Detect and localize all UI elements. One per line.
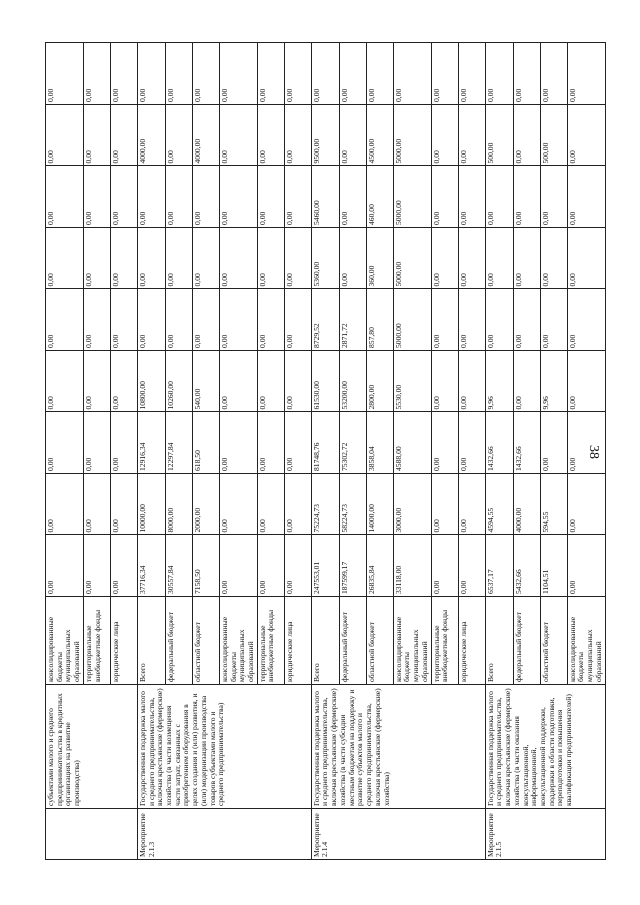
amount-cell: 0,00 bbox=[219, 105, 257, 167]
amount-cell: 360,00 bbox=[366, 228, 393, 290]
amount-cell: 0,00 bbox=[165, 166, 192, 228]
amount-cell: 0,00 bbox=[192, 166, 219, 228]
amount-cell: 37716,34 bbox=[137, 535, 165, 597]
amount-cell: 9500,00 bbox=[311, 105, 339, 167]
amount-cell: 0,00 bbox=[46, 105, 84, 167]
amount-cell: 10260,00 bbox=[165, 351, 192, 413]
amount-cell: 9,96 bbox=[540, 351, 567, 413]
amount-cell: 0,00 bbox=[46, 289, 84, 351]
amount-cell: 594,55 bbox=[540, 474, 567, 536]
funding-source-cell: консолидированные бюджеты муниципальных образований bbox=[393, 597, 431, 685]
amount-cell: 0,00 bbox=[137, 166, 165, 228]
amount-cell: 0,00 bbox=[458, 289, 485, 351]
amount-cell: 0,00 bbox=[192, 289, 219, 351]
amount-cell: 0,00 bbox=[219, 228, 257, 290]
event-cell: Мероприятие 2.1.4 bbox=[311, 809, 485, 860]
amount-cell: 0,00 bbox=[431, 289, 458, 351]
amount-cell: 0,00 bbox=[46, 412, 84, 474]
amount-cell: 0,00 bbox=[458, 351, 485, 413]
amount-cell: 0,00 bbox=[567, 43, 605, 105]
amount-cell: 0,00 bbox=[284, 412, 311, 474]
amount-cell: 0,00 bbox=[431, 474, 458, 536]
amount-cell: 0,00 bbox=[257, 474, 284, 536]
amount-cell: 0,00 bbox=[284, 474, 311, 536]
amount-cell: 0,00 bbox=[83, 166, 110, 228]
amount-cell: 0,00 bbox=[137, 228, 165, 290]
description-cell: Государственная поддержка малого и среднего предпринимательства, включая крестьянские (фермерские) хозяйства (в части оказания консультационной, информационной, консультационной поддержки, поддержки в области подготовки, переподготовки и повышения квалификации предпринимателей) bbox=[485, 685, 605, 809]
amount-cell: 5000,00 bbox=[393, 105, 431, 167]
amount-cell: 4500,00 bbox=[366, 105, 393, 167]
amount-cell: 0,00 bbox=[284, 351, 311, 413]
amount-cell: 0,00 bbox=[431, 43, 458, 105]
amount-cell: 0,00 bbox=[339, 228, 366, 290]
amount-cell: 0,00 bbox=[219, 166, 257, 228]
amount-cell: 0,00 bbox=[192, 43, 219, 105]
table-row bbox=[137, 43, 165, 860]
amount-cell: 618,50 bbox=[192, 412, 219, 474]
amount-cell: 0,00 bbox=[458, 474, 485, 536]
amount-cell: 0,00 bbox=[110, 289, 137, 351]
event-cell bbox=[46, 809, 138, 860]
event-cell: Мероприятие 2.1.3 bbox=[137, 809, 311, 860]
amount-cell: 0,00 bbox=[284, 535, 311, 597]
amount-cell: 5000,00 bbox=[393, 289, 431, 351]
amount-cell: 0,00 bbox=[219, 412, 257, 474]
amount-cell: 247553,01 bbox=[311, 535, 339, 597]
amount-cell: 0,00 bbox=[567, 535, 605, 597]
amount-cell: 0,00 bbox=[567, 105, 605, 167]
amount-cell: 0,00 bbox=[257, 412, 284, 474]
amount-cell: 0,00 bbox=[431, 535, 458, 597]
amount-cell: 540,00 bbox=[192, 351, 219, 413]
amount-cell: 12916,34 bbox=[137, 412, 165, 474]
amount-cell: 187599,17 bbox=[339, 535, 366, 597]
funding-source-cell: юридические лица bbox=[284, 597, 311, 685]
amount-cell: 0,00 bbox=[431, 228, 458, 290]
amount-cell: 0,00 bbox=[46, 474, 84, 536]
amount-cell: 0,00 bbox=[567, 228, 605, 290]
amount-cell: 4594,55 bbox=[485, 474, 513, 536]
amount-cell: 0,00 bbox=[110, 105, 137, 167]
amount-cell: 0,00 bbox=[165, 43, 192, 105]
funding-source-cell: Всего bbox=[137, 597, 165, 685]
amount-cell: 0,00 bbox=[83, 228, 110, 290]
amount-cell: 0,00 bbox=[257, 105, 284, 167]
amount-cell: 0,00 bbox=[110, 228, 137, 290]
amount-cell: 0,00 bbox=[485, 166, 513, 228]
amount-cell: 0,00 bbox=[219, 289, 257, 351]
amount-cell: 0,00 bbox=[165, 228, 192, 290]
funding-source-cell: консолидированные бюджеты муниципальных образований bbox=[567, 597, 605, 685]
funding-source-cell: территориальные внебюджетные фонды bbox=[83, 597, 110, 685]
amount-cell: 0,00 bbox=[110, 351, 137, 413]
table-row bbox=[311, 43, 339, 860]
amount-cell: 0,00 bbox=[513, 43, 540, 105]
amount-cell: 0,00 bbox=[366, 43, 393, 105]
amount-cell: 0,00 bbox=[485, 228, 513, 290]
amount-cell: 0,00 bbox=[284, 166, 311, 228]
amount-cell: 0,00 bbox=[165, 289, 192, 351]
amount-cell: 0,00 bbox=[83, 105, 110, 167]
funding-source-cell: областной бюджет bbox=[192, 597, 219, 685]
table-row bbox=[46, 43, 84, 860]
amount-cell: 0,00 bbox=[46, 43, 84, 105]
amount-cell: 0,00 bbox=[339, 43, 366, 105]
amount-cell: 0,00 bbox=[110, 166, 137, 228]
amount-cell: 0,00 bbox=[137, 289, 165, 351]
amount-cell: 0,00 bbox=[540, 412, 567, 474]
rotated-table-area bbox=[45, 50, 603, 860]
amount-cell: 5460,00 bbox=[311, 166, 339, 228]
funding-source-cell: консолидированные бюджеты муниципальных образований bbox=[46, 597, 84, 685]
amount-cell: 0,00 bbox=[219, 351, 257, 413]
amount-cell: 4000,00 bbox=[513, 474, 540, 536]
amount-cell: 0,00 bbox=[458, 166, 485, 228]
amount-cell: 4000,00 bbox=[192, 105, 219, 167]
amount-cell: 26835,84 bbox=[366, 535, 393, 597]
amount-cell: 0,00 bbox=[540, 166, 567, 228]
amount-cell: 3858,04 bbox=[366, 412, 393, 474]
amount-cell: 5432,66 bbox=[513, 535, 540, 597]
amount-cell: 0,00 bbox=[257, 166, 284, 228]
amount-cell: 0,00 bbox=[257, 228, 284, 290]
amount-cell: 81748,76 bbox=[311, 412, 339, 474]
amount-cell: 0,00 bbox=[257, 289, 284, 351]
amount-cell: 0,00 bbox=[567, 412, 605, 474]
amount-cell: 0,00 bbox=[110, 43, 137, 105]
amount-cell: 0,00 bbox=[458, 412, 485, 474]
amount-cell: 500,00 bbox=[540, 105, 567, 167]
amount-cell: 0,00 bbox=[83, 412, 110, 474]
amount-cell: 2871,72 bbox=[339, 289, 366, 351]
amount-cell: 0,00 bbox=[192, 228, 219, 290]
funding-source-cell: территориальные внебюджетные фонды bbox=[431, 597, 458, 685]
amount-cell: 14000,00 bbox=[366, 474, 393, 536]
amount-cell: 0,00 bbox=[284, 289, 311, 351]
amount-cell: 0,00 bbox=[567, 351, 605, 413]
amount-cell: 0,00 bbox=[567, 166, 605, 228]
funding-source-cell: федеральный бюджет bbox=[165, 597, 192, 685]
amount-cell: 5000,00 bbox=[393, 228, 431, 290]
amount-cell: 0,00 bbox=[219, 43, 257, 105]
amount-cell: 0,00 bbox=[567, 474, 605, 536]
amount-cell: 0,00 bbox=[431, 412, 458, 474]
amount-cell: 0,00 bbox=[540, 228, 567, 290]
amount-cell: 0,00 bbox=[540, 289, 567, 351]
amount-cell: 8000,00 bbox=[165, 474, 192, 536]
funding-source-cell: областной бюджет bbox=[366, 597, 393, 685]
funding-source-cell: Всего bbox=[485, 597, 513, 685]
amount-cell: 0,00 bbox=[567, 289, 605, 351]
amount-cell: 0,00 bbox=[83, 535, 110, 597]
amount-cell: 61530,00 bbox=[311, 351, 339, 413]
amount-cell: 0,00 bbox=[110, 474, 137, 536]
amount-cell: 58224,73 bbox=[339, 474, 366, 536]
amount-cell: 1432,66 bbox=[485, 412, 513, 474]
amount-cell: 0,00 bbox=[110, 535, 137, 597]
amount-cell: 5530,00 bbox=[393, 351, 431, 413]
amount-cell: 12297,84 bbox=[165, 412, 192, 474]
amount-cell: 500,00 bbox=[485, 105, 513, 167]
amount-cell: 0,00 bbox=[458, 105, 485, 167]
amount-cell: 5000,00 bbox=[393, 166, 431, 228]
funding-source-cell: федеральный бюджет bbox=[339, 597, 366, 685]
amount-cell: 460,00 bbox=[366, 166, 393, 228]
amount-cell: 0,00 bbox=[513, 351, 540, 413]
amount-cell: 0,00 bbox=[165, 105, 192, 167]
amount-cell: 0,00 bbox=[284, 105, 311, 167]
description-cell: субъектами малого и среднего предпринимательства в кредитных организациях на развитие производства) bbox=[46, 685, 138, 809]
amount-cell: 0,00 bbox=[458, 43, 485, 105]
description-cell: Государственная поддержка малого и среднего предпринимательства, включая крестьянские (фермерские) хозяйства (в части возмещения части затрат, связанных с приобретением оборудования в целях создания и (или) развития, и (или) модернизации производства товаров субъектами малого и среднего предпринимательства) bbox=[137, 685, 311, 809]
amount-cell: 4588,00 bbox=[393, 412, 431, 474]
amount-cell: 0,00 bbox=[513, 105, 540, 167]
amount-cell: 0,00 bbox=[83, 474, 110, 536]
amount-cell: 0,00 bbox=[83, 289, 110, 351]
amount-cell: 0,00 bbox=[513, 289, 540, 351]
funding-source-cell: Всего bbox=[311, 597, 339, 685]
amount-cell: 0,00 bbox=[219, 535, 257, 597]
amount-cell: 33118,00 bbox=[393, 535, 431, 597]
amount-cell: 8729,52 bbox=[311, 289, 339, 351]
funding-table-body bbox=[46, 43, 606, 860]
amount-cell: 3000,00 bbox=[393, 474, 431, 536]
amount-cell: 0,00 bbox=[110, 412, 137, 474]
amount-cell: 0,00 bbox=[485, 43, 513, 105]
amount-cell: 0,00 bbox=[458, 535, 485, 597]
funding-source-cell: юридические лица bbox=[110, 597, 137, 685]
amount-cell: 75302,72 bbox=[339, 412, 366, 474]
funding-table bbox=[45, 43, 606, 861]
amount-cell: 0,00 bbox=[46, 228, 84, 290]
amount-cell: 0,00 bbox=[339, 166, 366, 228]
amount-cell: 2800,00 bbox=[366, 351, 393, 413]
amount-cell: 0,00 bbox=[257, 43, 284, 105]
amount-cell: 9,96 bbox=[485, 351, 513, 413]
amount-cell: 0,00 bbox=[83, 43, 110, 105]
amount-cell: 0,00 bbox=[513, 166, 540, 228]
amount-cell: 0,00 bbox=[284, 43, 311, 105]
amount-cell: 0,00 bbox=[257, 535, 284, 597]
rotated-table-canvas bbox=[45, 50, 603, 860]
amount-cell: 30557,84 bbox=[165, 535, 192, 597]
amount-cell: 0,00 bbox=[513, 228, 540, 290]
amount-cell: 2000,00 bbox=[192, 474, 219, 536]
amount-cell: 0,00 bbox=[46, 351, 84, 413]
amount-cell: 0,00 bbox=[46, 166, 84, 228]
amount-cell: 0,00 bbox=[284, 228, 311, 290]
amount-cell: 0,00 bbox=[339, 105, 366, 167]
event-cell: Мероприятие 2.1.5 bbox=[485, 809, 605, 860]
amount-cell: 0,00 bbox=[485, 289, 513, 351]
amount-cell: 0,00 bbox=[46, 535, 84, 597]
amount-cell: 0,00 bbox=[431, 351, 458, 413]
amount-cell: 1432,66 bbox=[513, 412, 540, 474]
amount-cell: 10800,00 bbox=[137, 351, 165, 413]
amount-cell: 857,80 bbox=[366, 289, 393, 351]
amount-cell: 0,00 bbox=[219, 474, 257, 536]
amount-cell: 6537,17 bbox=[485, 535, 513, 597]
amount-cell: 10000,00 bbox=[137, 474, 165, 536]
amount-cell: 0,00 bbox=[257, 351, 284, 413]
amount-cell: 53200,00 bbox=[339, 351, 366, 413]
amount-cell: 5360,00 bbox=[311, 228, 339, 290]
amount-cell: 0,00 bbox=[431, 166, 458, 228]
amount-cell: 0,00 bbox=[137, 43, 165, 105]
amount-cell: 75224,73 bbox=[311, 474, 339, 536]
funding-source-cell: юридические лица bbox=[458, 597, 485, 685]
amount-cell: 0,00 bbox=[431, 105, 458, 167]
amount-cell: 4000,00 bbox=[137, 105, 165, 167]
page-number: 38 bbox=[586, 445, 601, 459]
amount-cell: 1104,51 bbox=[540, 535, 567, 597]
amount-cell: 0,00 bbox=[311, 43, 339, 105]
funding-source-cell: консолидированные бюджеты муниципальных образований bbox=[219, 597, 257, 685]
funding-source-cell: территориальные внебюджетные фонды bbox=[257, 597, 284, 685]
table-row bbox=[485, 43, 513, 860]
amount-cell: 7158,50 bbox=[192, 535, 219, 597]
amount-cell: 0,00 bbox=[83, 351, 110, 413]
amount-cell: 0,00 bbox=[540, 43, 567, 105]
description-cell: Государственная поддержка малого и среднего предпринимательства, включая крестьянские (фермерские) хозяйства (в части субсидии местным бюджетам на поддержку и развитие субъектов малого и среднего предпринимательства, включая крестьянские (фермерские) хозяйства) bbox=[311, 685, 485, 809]
funding-source-cell: федеральный бюджет bbox=[513, 597, 540, 685]
amount-cell: 0,00 bbox=[393, 43, 431, 105]
amount-cell: 0,00 bbox=[458, 228, 485, 290]
funding-source-cell: областной бюджет bbox=[540, 597, 567, 685]
